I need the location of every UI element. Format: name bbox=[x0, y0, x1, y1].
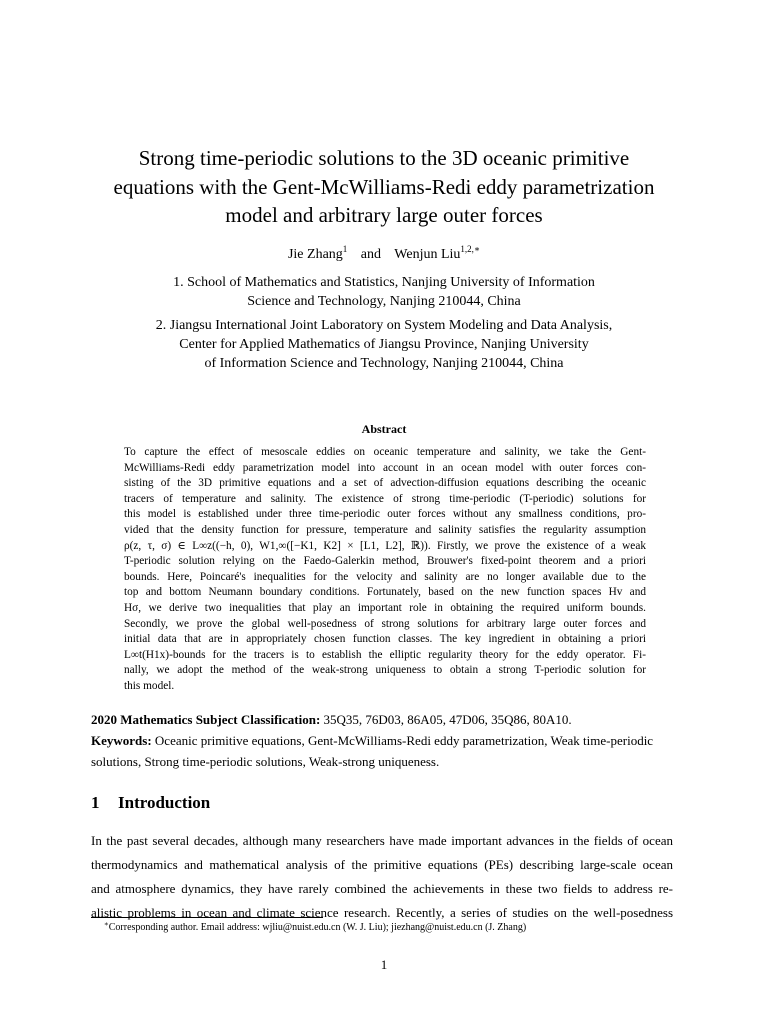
abstract-line: McWilliams-Redi eddy parametrization model into account in an ocean model with outer forces con- bbox=[124, 461, 646, 474]
page-number: 1 bbox=[380, 957, 388, 972]
section-number: 1 bbox=[91, 793, 100, 812]
author-separator: and bbox=[360, 247, 382, 262]
affiliation-line: Center for Applied Mathematics of Jiangsu Province, Nanjing University bbox=[179, 337, 589, 352]
author-name: Wenjun Liu bbox=[394, 247, 461, 262]
intro-line: alistic problems in ocean and climate science research. Recently, a series of studies on the well-posedness bbox=[91, 905, 673, 920]
abstract-line: Hσ, we derive two inequalities that play an important role in obtaining the required uniform bounds. bbox=[124, 601, 646, 614]
abstract-line: nally, we adopt the method of the weak-strong uniqueness to obtain a strong T-periodic solution for bbox=[124, 664, 646, 677]
abstract-line: tracers of temperature and salinity. The existence of strong time-periodic (T-periodic) solutions for bbox=[124, 492, 646, 505]
keywords-line bbox=[91, 730, 681, 751]
paper-title bbox=[80, 144, 688, 230]
abstract-line: this model is established under three time-periodic outer forces without any smallness conditions, pro- bbox=[124, 508, 646, 521]
author-affiliation-mark: 1,2,∗ bbox=[460, 244, 481, 254]
abstract-heading: Abstract bbox=[361, 422, 407, 436]
abstract-line: To capture the effect of mesoscale eddies on oceanic temperature and salinity, we take the Gent- bbox=[124, 446, 646, 458]
intro-line: and atmosphere dynamics, they have rarely combined the achievements in these two fields to address re- bbox=[91, 881, 673, 896]
abstract-line: L∞t(H1x)-bounds for the tracers is to establish the elliptic regularity theory for the eddy operator. Fi- bbox=[124, 648, 646, 661]
author-name: Jie Zhang bbox=[287, 247, 343, 262]
abstract-line: initial data that are in appropriately chosen function classes. The key ingredient in obtaining a priori bbox=[124, 633, 646, 646]
intro-line: In the past several decades, although many researchers have made important advances in the fields of ocean bbox=[91, 833, 673, 848]
keywords-label: Keywords: bbox=[91, 733, 152, 748]
msc-value: 35Q35, 76D03, 86A05, 47D06, 35Q86, 80A10. bbox=[323, 712, 572, 727]
introduction-body bbox=[91, 829, 673, 925]
footnote-mark: ∗ bbox=[104, 920, 109, 928]
author-affiliation-mark: 1 bbox=[342, 244, 348, 254]
affiliation-line: 2. Jiangsu International Joint Laboratory on System Modeling and Data Analysis, bbox=[155, 318, 613, 333]
author-list bbox=[0, 245, 768, 265]
intro-line: thermodynamics and mathematical analysis of the primitive equations (PEs) describing large-scale ocean bbox=[91, 857, 673, 872]
keywords-line-continued: solutions, Strong time-periodic solutions, Weak-strong uniqueness. bbox=[91, 754, 440, 769]
abstract-line: top and bottom Neumann boundary conditions. Fortunately, based on the new function spaces Hv and bbox=[124, 586, 646, 599]
title-line: model and arbitrary large outer forces bbox=[225, 203, 543, 227]
abstract-line: vided that the density function for pressure, temperature and salinity satisfies the regularity assumption bbox=[124, 523, 646, 536]
abstract-line: bounds. Here, Poincaré's inequalities for the velocity and salinity are no longer available due to the bbox=[124, 570, 646, 583]
section-heading bbox=[91, 792, 210, 814]
abstract-body bbox=[124, 445, 646, 695]
affiliation-1 bbox=[100, 273, 668, 311]
affiliation-line: Science and Technology, Nanjing 210044, China bbox=[247, 294, 521, 309]
keywords-value: Oceanic primitive equations, Gent-McWilliams-Redi eddy parametrization, Weak time-periodic bbox=[154, 733, 654, 748]
msc-line bbox=[91, 709, 681, 730]
affiliation-line: 1. School of Mathematics and Statistics, Nanjing University of Information bbox=[173, 275, 595, 290]
abstract-line: ρ(z, τ, σ) ∈ L∞z((−h, 0), W1,∞([−K1, K2] × [L1, L2], ℝ)). Firstly, we prove the existence of a weak bbox=[124, 539, 646, 552]
affiliation-2 bbox=[100, 316, 668, 373]
affiliation-line: of Information Science and Technology, Nanjing 210044, China bbox=[204, 356, 564, 371]
footnote bbox=[104, 921, 526, 935]
footnote-text: Corresponding author. Email address: wjliu@nuist.edu.cn (W. J. Liu); jiezhang@nuist.edu.cn (J. Zhang) bbox=[108, 922, 527, 933]
title-line: equations with the Gent-McWilliams-Redi eddy parametrization bbox=[113, 174, 655, 199]
abstract-line: T-periodic solution relying on the Faedo-Galerkin method, Brouwer's fixed-point theorem and a priori bbox=[124, 555, 646, 568]
abstract-line: Secondly, we prove the global well-posedness of strong solutions for arbitrary large outer forces and bbox=[124, 617, 646, 630]
classification-block bbox=[91, 709, 681, 772]
abstract-line: sisting of the 3D primitive equations and a set of advection-diffusion equations describing the oceanic bbox=[124, 477, 646, 490]
footnote-rule bbox=[91, 917, 323, 918]
title-line: Strong time-periodic solutions to the 3D oceanic primitive bbox=[138, 146, 630, 170]
abstract-line: this model. bbox=[124, 679, 175, 692]
section-title: Introduction bbox=[118, 793, 211, 812]
msc-label: 2020 Mathematics Subject Classification: bbox=[91, 712, 321, 727]
